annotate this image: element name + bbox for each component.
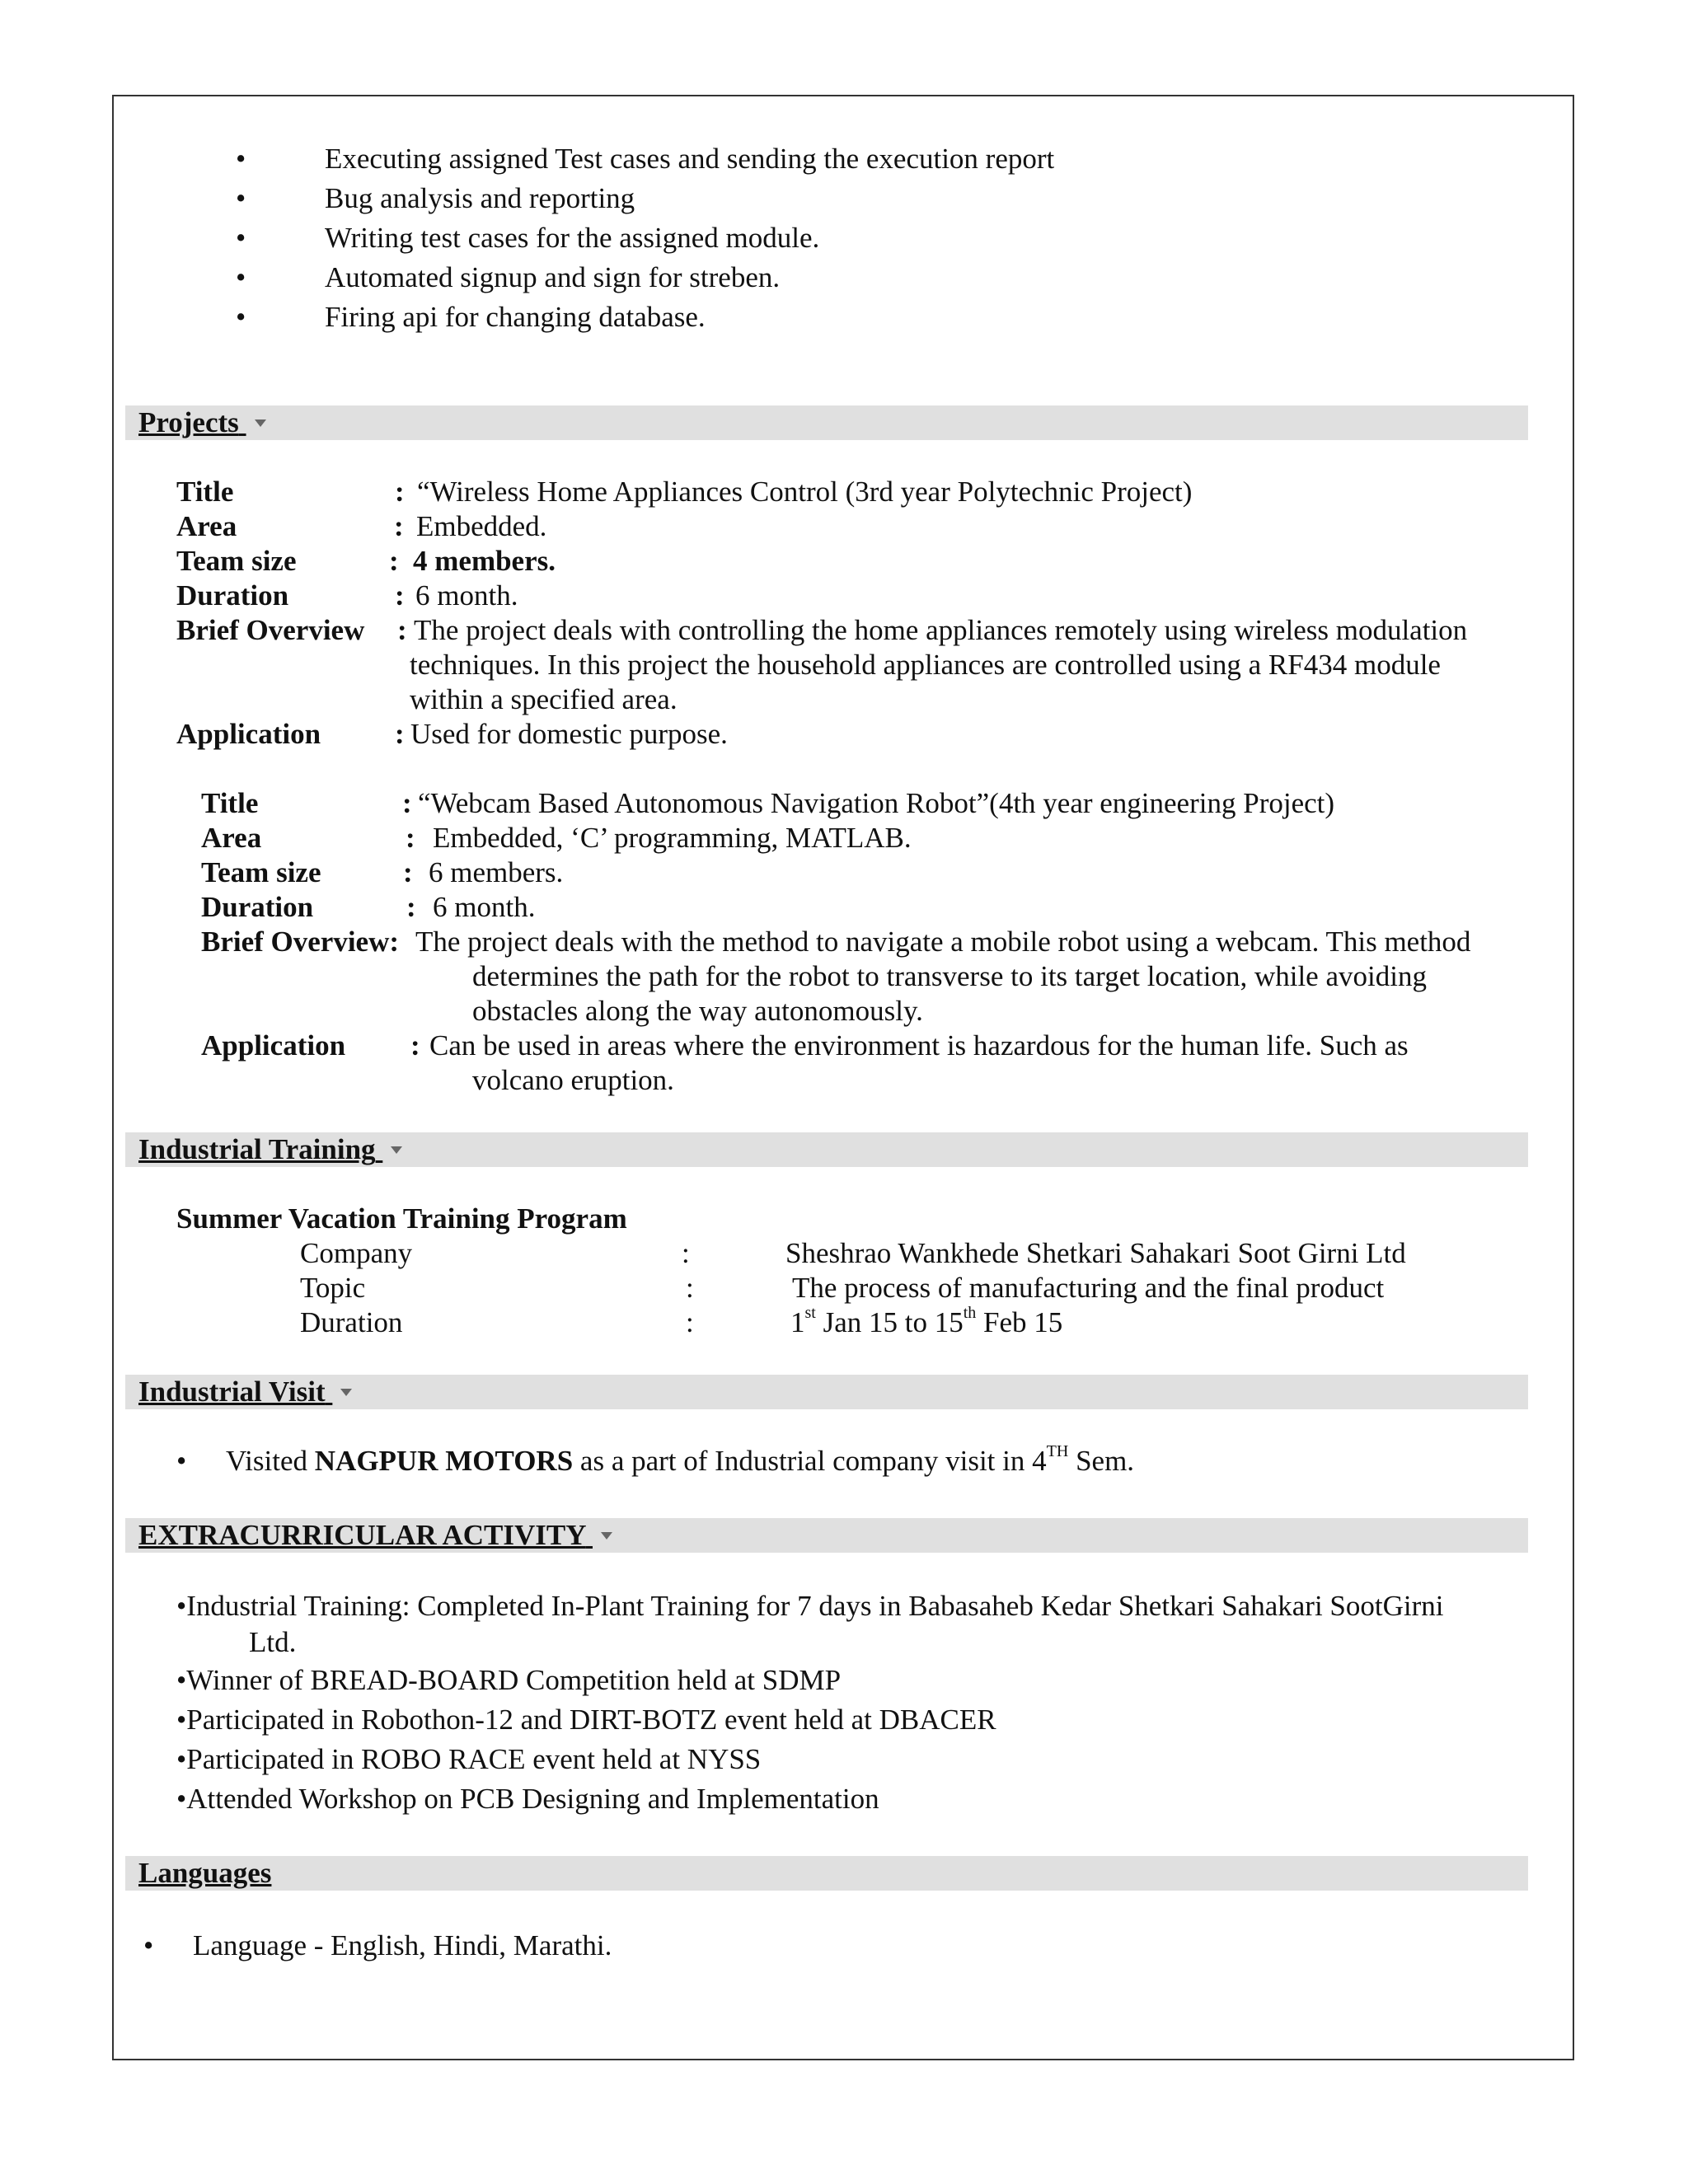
section-title: Industrial Visit <box>138 1376 326 1408</box>
topic-label: Topic <box>300 1272 366 1304</box>
list-item: •Industrial Training: Completed In-Plant Training for 7 days in Babasaheb Kedar Shetkari Sahakari SootGirni <box>176 1590 1444 1622</box>
dropdown-caret-icon <box>391 1146 402 1154</box>
visit-item: Visited NAGPUR MOTORS as a part of Industrial company visit in 4TH Sem. <box>226 1442 1135 1477</box>
section-title: Projects <box>138 406 239 438</box>
dropdown-caret-icon <box>255 419 266 427</box>
project-area: Embedded. <box>416 510 547 542</box>
bullet-icon: • <box>176 1704 187 1736</box>
dropdown-caret-icon <box>601 1532 612 1540</box>
area-label: Area <box>176 510 237 542</box>
training-duration: 1st Jan 15 to 15th Feb 15 <box>790 1304 1063 1338</box>
colon: : <box>395 718 405 750</box>
company-label: Company <box>300 1237 413 1269</box>
brief-overview-label: Brief Overview: <box>201 926 400 958</box>
duty-item: Firing api for changing database. <box>325 301 706 333</box>
project-area: Embedded, ‘C’ programming, MATLAB. <box>433 822 912 854</box>
overview-line: determines the path for the robot to transverse to its target location, while avoiding <box>472 960 1427 992</box>
overview-line: The project deals with controlling the home appliances remotely using wireless modulation <box>414 614 1468 646</box>
extracurricular-section-header <box>125 1518 1528 1553</box>
project-duration: 6 month. <box>415 579 518 612</box>
duration-label: Duration <box>201 891 314 923</box>
colon: : <box>402 787 412 819</box>
training-company: Sheshrao Wankhede Shetkari Sahakari Soot Girni Ltd <box>785 1237 1406 1269</box>
application-line: volcano eruption. <box>472 1064 674 1096</box>
colon: : <box>397 614 407 646</box>
application-label: Application <box>176 718 321 750</box>
project-team-size: 6 members. <box>429 856 564 888</box>
bullet-icon: • <box>236 182 246 214</box>
bullet-icon: • <box>236 301 246 333</box>
bullet-icon: • <box>236 143 246 175</box>
title-label: Title <box>201 787 259 819</box>
application-line: Can be used in areas where the environment is hazardous for the human life. Such as <box>429 1029 1409 1062</box>
brief-overview-label: Brief Overview <box>176 614 365 646</box>
section-title: EXTRACURRICULAR ACTIVITY <box>138 1519 586 1551</box>
project-team-size: 4 members. <box>413 545 556 577</box>
training-topic: The process of manufacturing and the final product <box>792 1272 1385 1304</box>
language-item: Language - English, Hindi, Marathi. <box>193 1929 612 1961</box>
team-size-label: Team size <box>176 545 297 577</box>
application-label: Application <box>201 1029 346 1062</box>
overview-line: obstacles along the way autonomously. <box>472 995 923 1027</box>
list-item-continuation: Ltd. <box>249 1626 297 1658</box>
project-title: “Webcam Based Autonomous Navigation Robot”(4th year engineering Project) <box>418 787 1335 819</box>
team-size-label: Team size <box>201 856 321 888</box>
section-title: Languages <box>138 1857 272 1889</box>
dropdown-caret-icon <box>340 1389 352 1396</box>
colon: : <box>686 1272 694 1304</box>
industrial-training-section-header <box>125 1132 1528 1167</box>
duty-item: Writing test cases for the assigned module. <box>325 222 820 254</box>
section-title: Industrial Training <box>138 1133 376 1165</box>
overview-line: within a specified area. <box>410 683 678 715</box>
bullet-icon: • <box>236 222 246 254</box>
bullet-icon: • <box>176 1445 187 1477</box>
languages-section-header <box>125 1856 1528 1891</box>
industrial-visit-section-header <box>125 1375 1528 1409</box>
projects-section-header <box>125 405 1528 440</box>
colon: : <box>682 1237 690 1269</box>
colon: : <box>394 510 404 542</box>
list-item: •Attended Workshop on PCB Designing and Implementation <box>176 1783 879 1815</box>
project-duration: 6 month. <box>433 891 536 923</box>
colon: : <box>389 545 399 577</box>
bullet-icon: • <box>176 1590 187 1622</box>
colon: : <box>686 1306 694 1338</box>
duty-item: Bug analysis and reporting <box>325 182 635 214</box>
overview-line: The project deals with the method to navigate a mobile robot using a webcam. This method <box>415 926 1471 958</box>
colon: : <box>406 822 415 854</box>
bullet-icon: • <box>176 1743 187 1775</box>
duty-item: Executing assigned Test cases and sending the execution report <box>325 143 1055 175</box>
bullet-icon: • <box>176 1783 187 1815</box>
project-application: Used for domestic purpose. <box>410 718 728 750</box>
bullet-icon: • <box>236 261 246 293</box>
area-label: Area <box>201 822 262 854</box>
resume-page <box>112 95 1574 2060</box>
colon: : <box>406 891 416 923</box>
overview-line: techniques. In this project the household appliances are controlled using a RF434 module <box>410 649 1441 681</box>
title-label: Title <box>176 476 234 508</box>
duration-label: Duration <box>176 579 289 612</box>
colon: : <box>395 476 405 508</box>
duration-label: Duration <box>300 1306 403 1338</box>
colon: : <box>410 1029 420 1062</box>
list-item: •Winner of BREAD-BOARD Competition held at SDMP <box>176 1664 842 1696</box>
duty-item: Automated signup and sign for streben. <box>325 261 781 293</box>
colon: : <box>403 856 413 888</box>
list-item: •Participated in ROBO RACE event held at NYSS <box>176 1743 762 1775</box>
bullet-icon: • <box>176 1664 187 1696</box>
project-title: “Wireless Home Appliances Control (3rd year Polytechnic Project) <box>417 476 1193 508</box>
training-program-name: Summer Vacation Training Program <box>176 1202 627 1235</box>
list-item: •Participated in Robothon-12 and DIRT-BOTZ event held at DBACER <box>176 1704 996 1736</box>
bullet-icon: • <box>143 1929 154 1961</box>
colon: : <box>395 579 405 612</box>
